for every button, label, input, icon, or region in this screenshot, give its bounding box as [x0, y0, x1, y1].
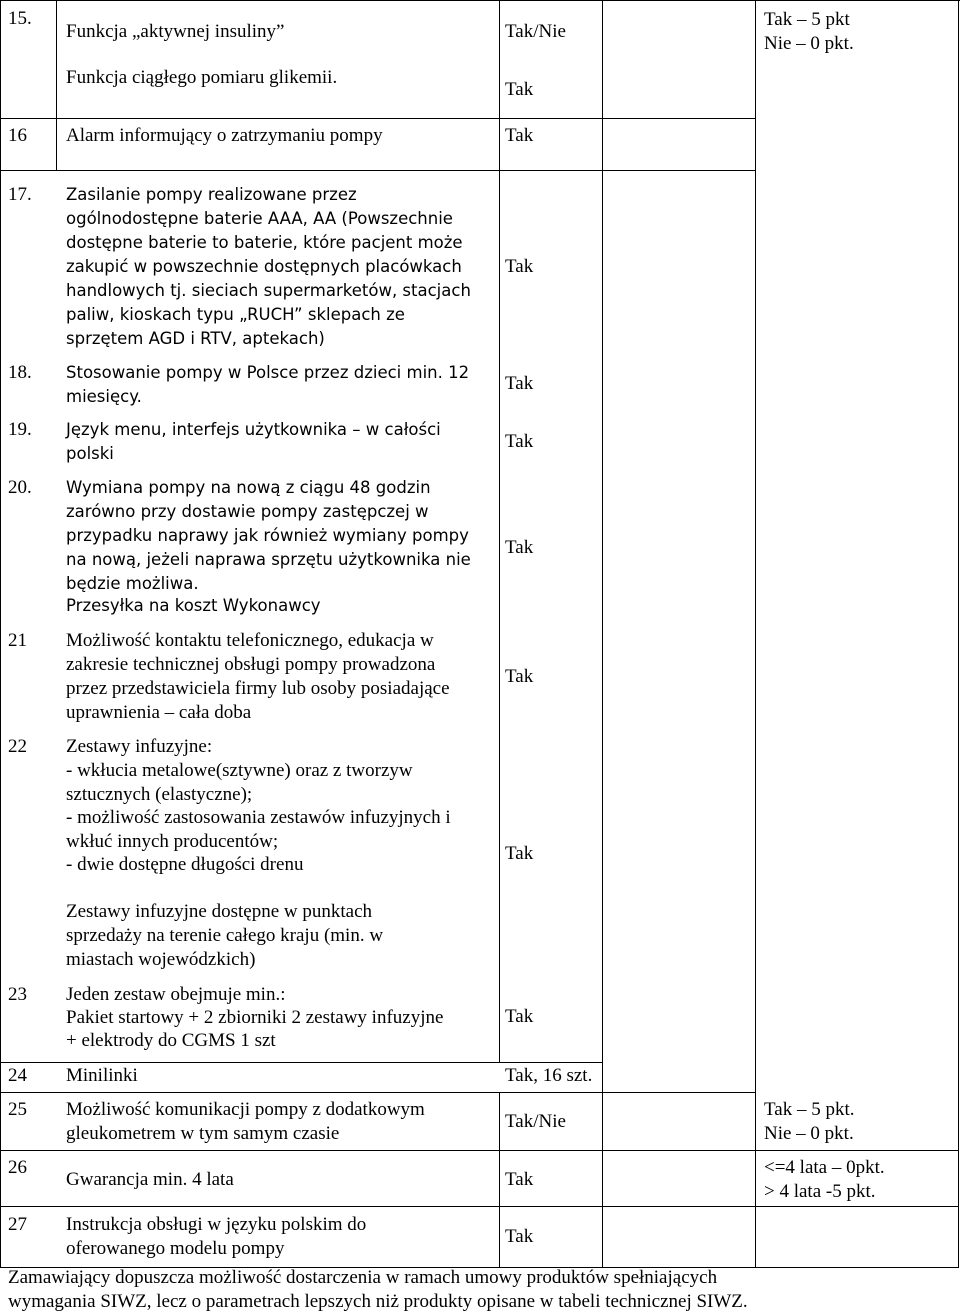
feature-line: - dwie dostępne długości drenu [66, 854, 304, 875]
required-value: Tak [505, 1006, 534, 1027]
feature-line: uprawnienia – cała doba [66, 702, 252, 723]
row-number: 19. [8, 419, 32, 440]
feature-line: miastach wojewódzkich) [66, 949, 256, 970]
row-divider [0, 170, 755, 171]
feature-line: dostępne baterie to baterie, które pacjent może [66, 233, 463, 252]
required-value: Tak [505, 537, 534, 558]
column-divider-feature [499, 0, 500, 1062]
feature-line: będzie możliwa. [66, 574, 199, 593]
feature-line: Zestawy infuzyjne: [66, 736, 213, 757]
feature-line: - możliwość zastosowania zestawów infuzyjnych i [66, 807, 451, 828]
required-value: Tak [505, 666, 534, 687]
feature-line: Możliwość komunikacji pompy z dodatkowym [66, 1099, 425, 1120]
column-divider-value [602, 0, 603, 1268]
feature-line: przez przedstawiciela firmy lub osoby posiadające [66, 678, 450, 699]
required-value: Tak [505, 843, 534, 864]
feature-line: zakupić w powszechnie dostępnych placówkach [66, 257, 462, 276]
feature-text: Gwarancja min. 4 lata [66, 1169, 234, 1190]
required-value: Tak [505, 125, 534, 146]
required-value: Tak [505, 431, 534, 452]
feature-line: na nową, jeżeli naprawa sprzętu użytkownika nie [66, 550, 471, 569]
row-divider [0, 1150, 958, 1151]
feature-line: sztucznych (elastyczne); [66, 784, 253, 805]
feature-line: Pakiet startowy + 2 zbiorniki 2 zestawy infuzyjne [66, 1007, 444, 1028]
column-divider-number [56, 0, 57, 170]
column-divider-feature-lower [499, 1092, 500, 1268]
feature-line: + elektrody do CGMS 1 szt [66, 1030, 276, 1051]
feature-line: Wymiana pompy na nową z ciągu 48 godzin [66, 478, 431, 497]
feature-line: ogólnodostępne baterie AAA, AA (Powszechnie [66, 209, 453, 228]
row-divider [0, 1062, 602, 1063]
footer-note-line: wymagania SIWZ, lecz o parametrach lepszych niż produkty opisane w tabeli technicznej SIWZ. [8, 1291, 748, 1312]
feature-line: przypadku naprawy jak również wymiany pompy [66, 526, 469, 545]
row-number: 16 [8, 125, 27, 146]
table-border-top [0, 0, 960, 1]
feature-line: wkłuć innych producentów; [66, 831, 279, 852]
row-number: 20. [8, 477, 32, 498]
required-value: Tak/Nie [505, 1111, 566, 1132]
required-value: Tak [505, 1169, 534, 1190]
row-number: 18. [8, 362, 32, 383]
points-line: Tak – 5 pkt [764, 9, 850, 30]
row-number: 23 [8, 984, 27, 1005]
feature-line: Zasilanie pompy realizowane przez [66, 185, 357, 204]
required-value: Tak [505, 373, 534, 394]
feature-line: Jeden zestaw obejmuje min.: [66, 984, 286, 1005]
feature-line: paliw, kioskach typu „RUCH” sklepach ze [66, 305, 405, 324]
feature-line: Stosowanie pompy w Polsce przez dzieci min. 12 [66, 363, 470, 382]
required-value: Tak [505, 1226, 534, 1247]
row-divider [0, 1092, 755, 1093]
feature-line: oferowanego modelu pompy [66, 1238, 285, 1259]
feature-line: Możliwość kontaktu telefonicznego, edukacja w [66, 630, 434, 651]
row-number: 24 [8, 1065, 27, 1086]
feature-line: Instrukcja obsługi w języku polskim do [66, 1214, 367, 1235]
points-line: Nie – 0 pkt. [764, 33, 854, 54]
feature-line: Zestawy infuzyjne dostępne w punktach [66, 901, 373, 922]
footer-note-line: Zamawiający dopuszcza możliwość dostarczenia w ramach umowy produktów spełniających [8, 1267, 718, 1288]
feature-text: Alarm informujący o zatrzymaniu pompy [66, 125, 383, 146]
points-line: Tak – 5 pkt. [764, 1099, 855, 1120]
table-border-right [958, 0, 959, 1268]
table-border-left [0, 0, 1, 1268]
required-value: Tak/Nie [505, 21, 566, 42]
points-line: <=4 lata – 0pkt. [764, 1157, 885, 1178]
feature-text: Minilinki [66, 1065, 138, 1086]
feature-text: Funkcja ciągłego pomiaru glikemii. [66, 67, 338, 88]
feature-text: Funkcja „aktywnej insuliny” [66, 21, 285, 42]
column-divider-points [755, 0, 756, 1268]
feature-line: polski [66, 444, 114, 463]
feature-line: sprzedaży na terenie całego kraju (min. w [66, 925, 384, 946]
row-number: 17. [8, 184, 32, 205]
feature-line: zarówno przy dostawie pompy zastępczej w [66, 502, 429, 521]
row-number: 15. [8, 8, 32, 29]
row-number: 21 [8, 630, 27, 651]
feature-line: gleukometrem w tym samym czasie [66, 1123, 340, 1144]
points-line: Nie – 0 pkt. [764, 1123, 854, 1144]
row-number: 22 [8, 736, 27, 757]
feature-line: handlowych tj. sieciach supermarketów, stacjach [66, 281, 471, 300]
feature-line: Język menu, interfejs użytkownika – w całości [66, 420, 441, 439]
required-value: Tak [505, 79, 534, 100]
required-value: Tak, 16 szt. [505, 1065, 593, 1086]
row-number: 27 [8, 1214, 27, 1235]
feature-line: sprzętem AGD i RTV, aptekach) [66, 329, 325, 348]
feature-line: miesięcy. [66, 387, 142, 406]
required-value: Tak [505, 256, 534, 277]
row-number: 25 [8, 1099, 27, 1120]
row-divider [0, 118, 755, 119]
feature-line: Przesyłka na koszt Wykonawcy [66, 596, 321, 615]
points-line: > 4 lata -5 pkt. [764, 1181, 876, 1202]
feature-line: zakresie technicznej obsługi pompy prowadzona [66, 654, 436, 675]
row-divider [0, 1206, 958, 1207]
row-number: 26 [8, 1157, 27, 1178]
feature-line: - wkłucia metalowe(sztywne) oraz z tworzyw [66, 760, 413, 781]
